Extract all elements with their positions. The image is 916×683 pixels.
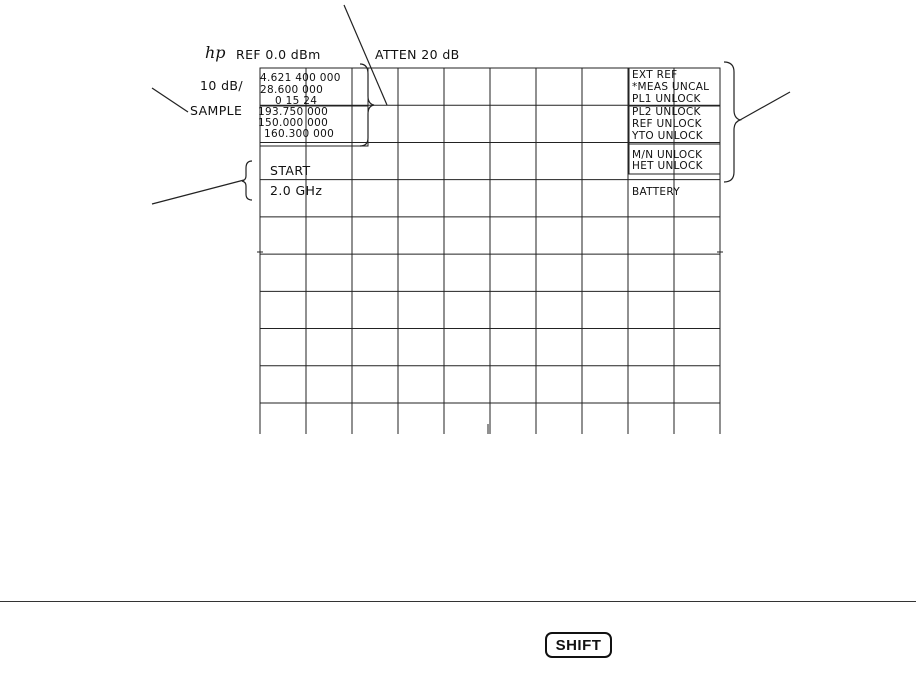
detector-label: SAMPLE: [190, 103, 243, 118]
status-brace: [724, 62, 740, 182]
status-mn-unlock: M/N UNLOCK: [632, 149, 703, 161]
readout-line-4: 193.750 000: [258, 106, 329, 118]
readout-line-2: 28.600 000: [260, 84, 324, 96]
start-value: 2.0 GHz: [270, 183, 323, 198]
hp-logo: hp: [205, 43, 226, 62]
readout-line-5: 150.000 000: [258, 117, 329, 129]
readout-line-3: 0 15 24: [275, 95, 318, 107]
status-pl1-unlock: PL1 UNLOCK: [632, 93, 701, 105]
left-leader-line: [152, 88, 188, 112]
right-leader-line: [740, 92, 790, 120]
section-divider: [0, 601, 916, 602]
status-meas-uncal: *MEAS UNCAL: [632, 81, 710, 93]
ref-level-label: REF 0.0 dBm: [236, 47, 321, 62]
start-brace: [242, 161, 252, 200]
lower-left-leader-line: [152, 180, 244, 204]
shift-key-label: SHIFT: [555, 636, 602, 654]
shift-key[interactable]: [545, 632, 612, 658]
status-ext-ref: EXT REF: [632, 69, 678, 81]
scale-label: 10 dB/: [200, 78, 244, 93]
status-het-unlock: HET UNLOCK: [632, 160, 703, 172]
status-yto-unlock: YTO UNLOCK: [632, 130, 703, 142]
readout-line-1: 4.621 400 000: [260, 72, 341, 84]
status-ref-unlock: REF UNLOCK: [632, 118, 702, 130]
status-pl2-unlock: PL2 UNLOCK: [632, 106, 701, 118]
atten-label: ATTEN 20 dB: [375, 47, 460, 62]
status-battery: BATTERY: [632, 186, 680, 198]
start-label: START: [270, 163, 311, 178]
readout-line-6: 160.300 000: [264, 128, 335, 140]
